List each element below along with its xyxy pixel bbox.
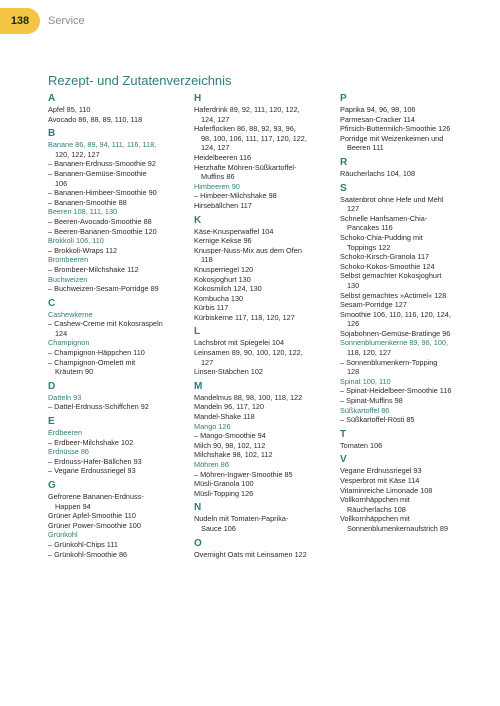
index-letter: K [194,214,202,226]
index-subheading: Buchweizen [48,274,88,284]
index-letter: S [340,182,347,194]
index-entry: Linsen-Stäbchen 102 [194,367,263,377]
index-subheading: Datteln 93 [48,392,82,402]
index-group [340,183,480,425]
index-letter: G [48,480,56,491]
index-entry: Sesam-Porridge 127 [340,300,407,310]
index-entry: Schoko-Kokos-Smoothie 124 [340,261,435,271]
index-entry: – Süßkartoffel-Rösti 85 [340,415,415,425]
index-entry: Lachsbrot mit Spiegelei 104 [194,338,285,348]
index-subheading: Cashewkerne [48,309,93,319]
index-entry: Mandeln 96, 117, 120 [194,402,265,412]
index-entry: – Dattel-Erdnuss-Schiffchen 92 [48,402,149,412]
index-entry: Vollkornhäppchen mit [340,514,410,524]
index-entry: – Champignon-Omelett mit [48,357,136,367]
index-entry: 127 [201,357,214,367]
index-entry: – Beeren-Bananen-Smoothie 120 [48,226,157,236]
index-letter: D [48,380,56,392]
index-entry: Haferflocken 86, 88, 92, 93, 96, [194,124,296,134]
index-letter: O [194,537,202,549]
index-entry: – Spinat-Heidelbeer-Smoothie 116 [340,386,452,396]
page-header [0,8,500,34]
index-letter: T [340,428,347,440]
index-letter: B [48,128,56,140]
index-subheading: Süßkartoffel 86 [340,405,390,415]
index-entry: Selbst gemachtes »Actimel« 128 [340,290,447,300]
index-entry: Pfirsich-Buttermilch-Smoothie 126 [340,124,451,134]
index-entry: Kräutern 90 [55,367,94,377]
index-group [194,215,334,323]
index-entry: – Brokkoli-Wraps 112 [48,245,118,255]
index-group [48,480,188,559]
index-group [48,381,188,412]
index-entry: – Sonnenblumenkern-Topping [340,357,438,367]
index-entry: Schoko-Kirsch-Granola 117 [340,252,430,262]
index-entry: 128 [347,367,360,377]
index-entry: – Cashew-Creme mit Kokosraspeln [48,319,163,329]
index-entry: Paprika 94, 96, 98, 106 [340,105,416,114]
index-entry: – Spinat-Muffins 98 [340,396,403,406]
index-entry: Saatenbrot ohne Hefe und Mehl [340,194,444,204]
index-entry: Kokosjoghurt 130 [194,274,251,284]
index-column-3 [340,93,480,538]
index-entry: Mandel-Shake 118 [194,412,255,422]
index-entry: Leinsamen 89, 90, 100, 120, 122, [194,348,303,358]
index-entry: Gefrorene Bananen-Erdnuss- [48,492,144,501]
index-subheading: Grünkohl [48,530,78,540]
index-entry: Schnelle Hanfsamen-Chia- [340,213,428,223]
index-entry: 106 [55,178,68,188]
index-group [194,538,334,560]
index-entry: Müsli-Topping 126 [194,488,254,498]
index-group [340,429,480,451]
index-group [194,502,334,533]
index-subheading: Himbeeren 90 [194,181,240,191]
index-entry: – Mango-Smoothie 94 [194,431,266,441]
index-entry: Porridge mit Weizenkeimen und [340,133,444,143]
index-entry: Kürbis 117 [194,303,229,313]
index-entry: – Grünkohl-Smoothie 86 [48,549,128,559]
index-entry: Kernige Kekse 96 [194,236,252,246]
index-subheading: Erdnüsse 86 [48,447,89,457]
index-entry: Räucherlachs 104, 108 [340,168,416,178]
index-entry: 124 [55,328,68,338]
index-letter: R [340,156,348,168]
section-name: Service [48,15,85,27]
index-entry: 127 [347,204,360,214]
index-subheading: Mango 126 [194,421,231,431]
index-column-1 [48,93,188,563]
index-group [194,381,334,499]
index-entry: – Champignon-Häppchen 110 [48,348,145,358]
index-entry: – Bananen-Erdnuss-Smoothie 92 [48,159,156,169]
index-entry: Kürbiskerne 117, 118, 120, 127 [194,312,295,322]
index-subheading: Brokkoli 106, 110 [48,236,104,246]
index-entry: Milch 90, 98, 102, 112 [194,440,266,450]
index-entry: Müsli-Granola 100 [194,479,254,489]
index-entry: Sauce 106 [201,523,236,533]
index-letter: P [340,93,347,104]
index-letter: N [194,502,202,514]
index-entry: Toppings 122 [347,242,391,252]
index-group [194,326,334,376]
index-entry: Kokosmilch 124, 130 [194,284,262,294]
index-entry: Grüner Apfel-Smoothie 110 [48,511,136,521]
index-subheading: Champignon [48,338,90,348]
index-letter: A [48,93,56,104]
index-entry: Vegane Erdnussriegel 93 [340,466,422,476]
index-letter: E [48,416,55,428]
index-entry: Apfel 85, 110 [48,105,91,114]
index-group [48,416,188,476]
index-group [48,128,188,294]
index-subheading: Brombeeren [48,255,89,265]
index-entry: – Bananen-Smoothie 88 [48,197,127,207]
index-letter: H [194,93,202,104]
index-entry: Herzhafte Möhren-Süßkartoffel- [194,162,297,172]
index-group [340,454,480,533]
index-entry: Milchshake 98, 102, 112 [194,450,273,460]
index-entry: Selbst gemachter Kokosjoghurt [340,271,442,281]
index-entry: Hirsebällchen 117 [194,200,252,210]
index-entry: – Buchweizen-Sesam-Porridge 89 [48,284,159,294]
index-entry: Beeren 111 [347,143,384,153]
page-number: 138 [0,8,40,34]
index-entry: 98, 100, 106, 111, 117, 120, 122, [201,133,307,143]
index-entry: – Bananen-Himbeer-Smoothie 90 [48,188,157,198]
index-letter: M [194,380,203,392]
index-entry: – Bananen-Gemüse-Smoothie [48,168,147,178]
index-entry: Pancakes 116 [347,223,393,233]
index-entry: Mandelmus 88, 98, 100, 118, 122 [194,392,303,402]
index-group [340,157,480,179]
index-entry: Vitaminreiche Limonade 108 [340,485,433,495]
index-group [48,298,188,377]
index-entry: 118 [201,255,213,265]
index-entry: – Himbeer-Milchshake 98 [194,191,277,201]
index-entry: Smoothie 106, 110, 116, 120, 124, [340,309,451,319]
index-entry: 120, 122, 127 [55,149,100,159]
index-entry: Avocado 86, 88, 89, 110, 118 [48,114,143,124]
index-entry: – Beeren-Avocado-Smoothie 88 [48,216,152,226]
index-entry: – Möhren-Ingwer-Smoothie 85 [194,469,293,479]
index-entry: Knusper-Nuss-Mix aus dem Ofen [194,245,302,255]
index-entry: Knusperriegel 120 [194,264,254,274]
index-group [194,93,334,211]
index-entry: Vollkornhäppchen mit [340,495,410,505]
index-entry: – Erdnuss-Hafer-Bällchen 93 [48,456,142,466]
index-subheading: Beeren 108, 111, 130 [48,207,118,217]
index-entry: Nudeln mit Tomaten-Paprika- [194,514,289,524]
index-entry: Heidelbeeren 116 [194,152,252,162]
index-entry: Käse-Knusperwaffel 104 [194,226,274,236]
index-entry: Parmesan-Cracker 114 [340,114,415,124]
index-entry: 126 [347,319,360,329]
index-entry: 130 [347,280,360,290]
index-letter: C [48,297,56,309]
index-entry: 124, 127 [201,143,230,153]
index-entry: Sojabohnen-Gemüse-Bratlinge 96 [340,328,451,338]
index-letter: V [340,454,347,466]
index-entry: – Vegane Erdnussriegel 93 [48,466,136,476]
index-subheading: Banane 86, 89, 94, 111, 116, 118, [48,140,157,150]
page-title: Rezept- und Zutatenverzeichnis [48,73,232,88]
index-entry: Tomaten 106 [340,440,383,450]
index-entry: Sonnenblumenkernaufstrich 89 [347,523,449,533]
index-entry: 124, 127 [201,114,230,124]
index-entry: Räucherlachs 108 [347,504,406,514]
index-entry: 118, 120, 127 [347,348,392,358]
index-entry: Happen 94 [55,501,91,511]
index-subheading: Spinat 100, 110 [340,376,391,386]
index-entry: Overnight Oats mit Leinsamen 122 [194,549,307,559]
index-entry: Kombucha 130 [194,293,244,303]
index-group [340,93,480,153]
index-entry: – Erdbeer-Milchshake 102 [48,437,134,447]
index-letter: L [194,326,201,338]
index-column-2 [194,93,334,563]
index-entry: Schoko-Chia-Pudding mit [340,232,423,242]
index-entry: – Grünkohl-Chips 111 [48,539,118,549]
index-subheading: Sonnenblumenkerne 89, 96, 100, [340,338,448,348]
index-subheading: Möhren 86 [194,460,229,469]
index-entry: – Brombeer-Milchshake 112 [48,264,139,274]
index-entry: Haferdrink 89, 92, 111, 120, 122, [194,105,300,114]
index-subheading: Erdbeeren [48,428,83,438]
index-group [48,93,188,124]
index-entry: Grüner Power-Smoothie 100 [48,520,141,530]
index-entry: Muffins 86 [201,172,235,182]
index-entry: Vesperbrot mit Käse 114 [340,476,420,485]
